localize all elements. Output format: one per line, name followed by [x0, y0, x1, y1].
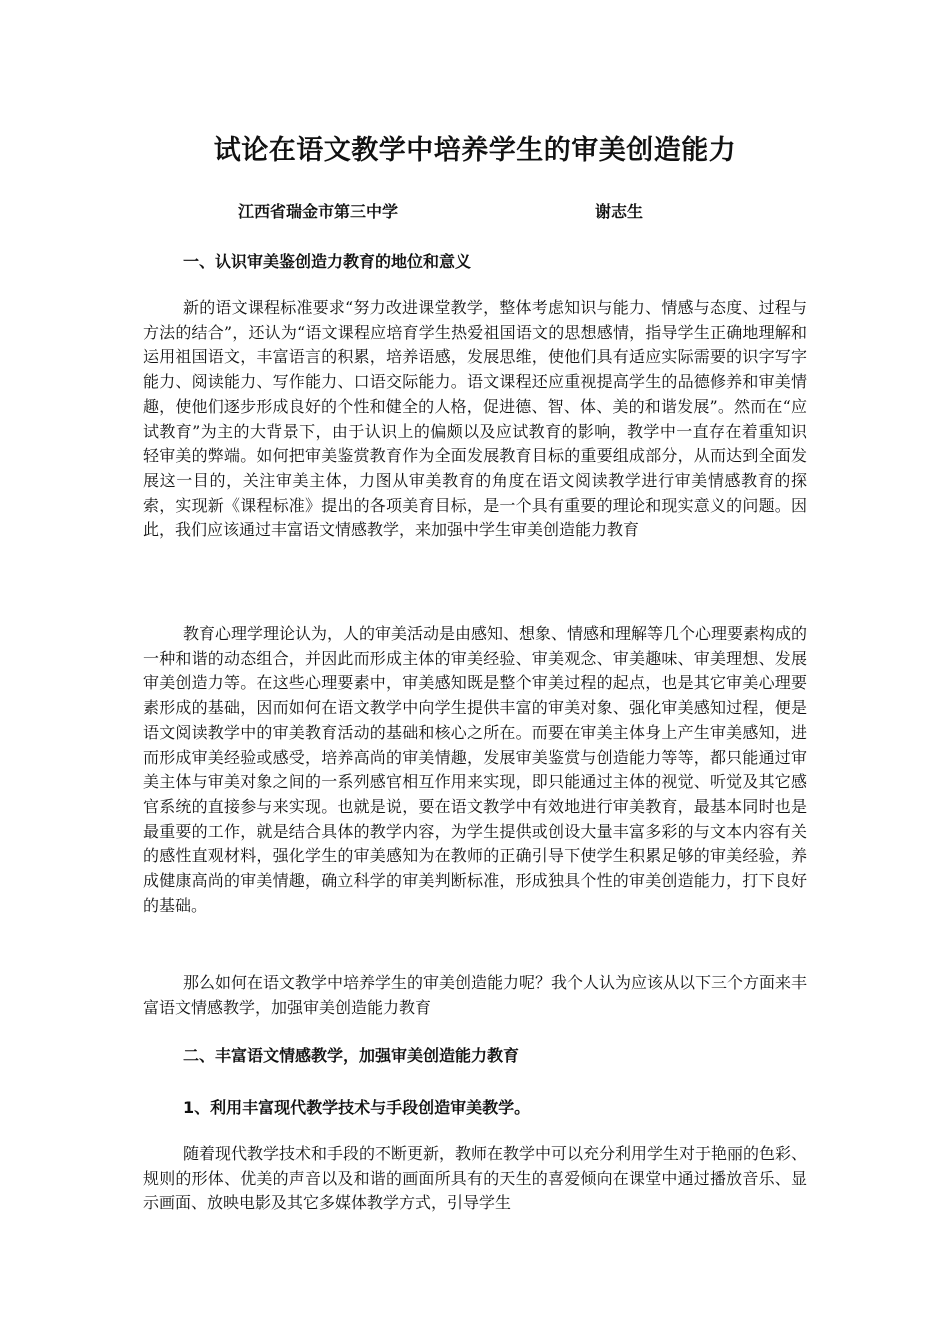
- subsection-heading-1: 1、利用丰富现代教学技术与手段创造审美教学。: [183, 1098, 531, 1117]
- section-heading-2: 二、丰富语文情感教学，加强审美创造能力教育: [183, 1046, 520, 1065]
- body-paragraph-2: 教育心理学理论认为，人的审美活动是由感知、想象、情感和理解等几个心理要素构成的一种和谐的动态组合，并因此而形成主体的审美经验、审美观念、审美趣味、审美理想、发展审美创造力等。在这些心理要素中，审美感知既是整个审美过程的起点，也是其它审美心理要素形成的基础，因而如何在语文教学中向学生提供丰富的审美对象、强化审美感知过程，便是语文阅读教学中的审美教育活动的基础和核心之所在。而要在审美主体身上产生审美感知，进而形成审美经验或感受，培养高尚的审美情趣，发展审美鉴赏与创造能力等等，都只能通过审美主体与审美对象之间的一系列感官相互作用来实现，即只能通过主体的视觉、听觉及其它感官系统的直接参与来实现。也就是说，要在语文教学中有效地进行审美教育，最基本同时也是最重要的工作，就是结合具体的教学内容，为学生提供或创设大量丰富多彩的与文本内容有关的感性直观材料，强化学生的审美感知为在教师的正确引导下使学生积累足够的审美经验，养成健康高尚的审美情趣，确立科学的审美判断标准，形成独具个性的审美创造能力，打下良好的基础。: [143, 624, 808, 915]
- author-school: 江西省瑞金市第三中学: [238, 202, 399, 221]
- body-paragraph-1: 新的语文课程标准要求“努力改进课堂教学，整体考虑知识与能力、情感与态度、过程与方法的结合”，还认为“语文课程应培育学生热爱祖国语文的思想感情，指导学生正确地理解和运用祖国语文，丰富语言的积累，培养语感，发展思维，使他们具有适应实际需要的识字写字能力、阅读能力、写作能力、口语交际能力。语文课程还应重视提高学生的品德修养和审美情趣，使他们逐步形成良好的个性和健全的人格，促进德、智、体、美的和谐发展”。然而在“应试教育”为主的大背景下，由于认识上的偏颇以及应试教育的影响，教学中一直存在着重知识轻审美的弊端。如何把审美鉴赏教育作为全面发展教育目标的重要组成部分，从而达到全面发展这一目的，关注审美主体，力图从审美教育的角度在语文阅读教学进行审美情感教育的探索，实现新《课程标准》提出的各项美育目标，是一个具有重要的理论和现实意义的问题。因此，我们应该通过丰富语文情感教学，来加强中学生审美创造能力教育: [143, 298, 807, 540]
- section-heading-1: 一、认识审美鉴创造力教育的地位和意义: [183, 252, 472, 271]
- document-title: 试论在语文教学中培养学生的审美创造能力: [213, 135, 737, 166]
- body-paragraph-4: 随着现代教学技术和手段的不断更新，教师在教学中可以充分利用学生对于艳丽的色彩、规则的形体、优美的声音以及和谐的画面所具有的天生的喜爱倾向在课堂中通过播放音乐、显示画面、放映电影及其它多媒体教学方式，引导学生: [143, 1144, 808, 1213]
- body-paragraph-3: 那么如何在语文教学中培养学生的审美创造能力呢？我个人认为应该从以下三个方面来丰富语文情感教学，加强审美创造能力教育: [143, 973, 808, 1017]
- author-name: 谢志生: [595, 202, 644, 221]
